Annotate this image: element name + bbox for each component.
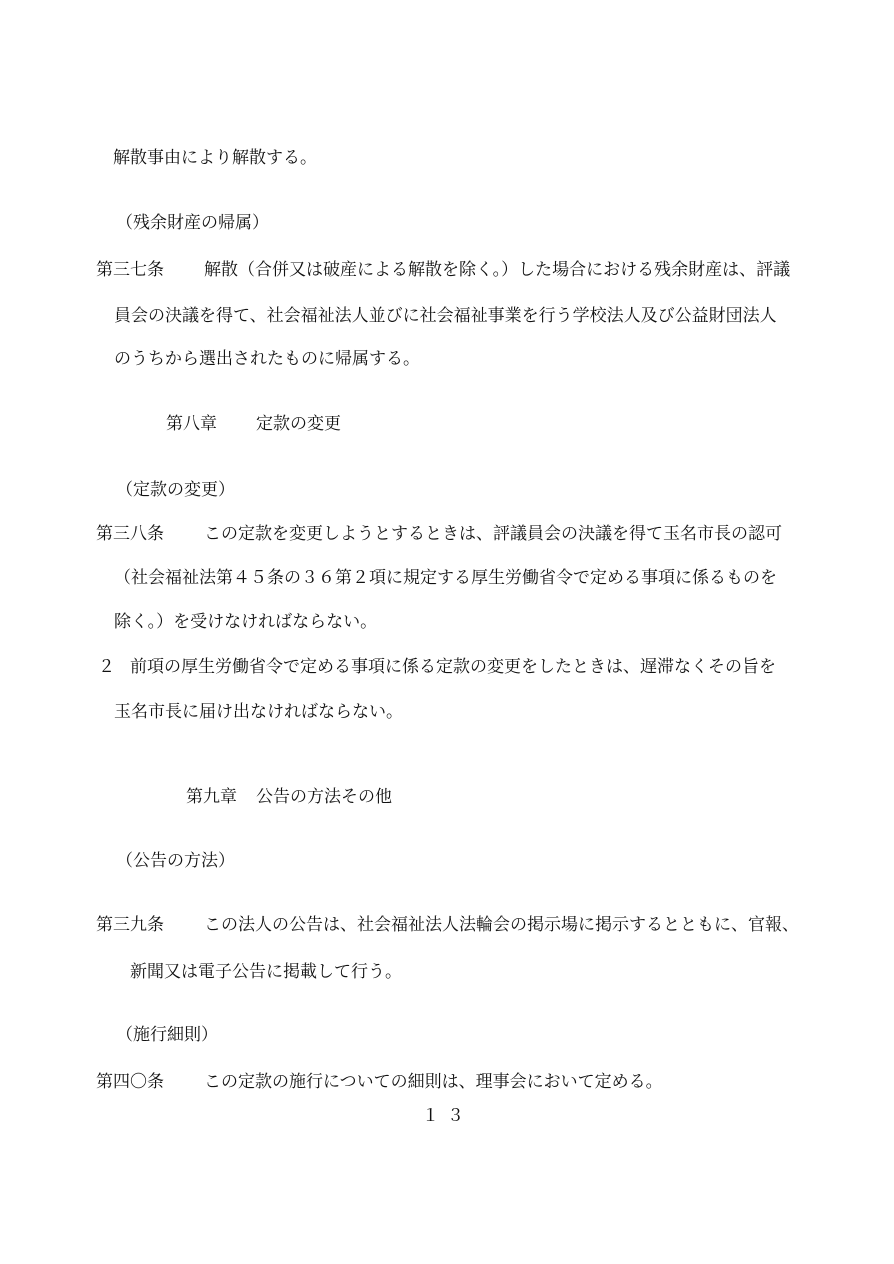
continued-text: 解散事由により解散する。 (113, 148, 317, 168)
page-number: １３ (422, 1106, 472, 1126)
article-38-paragraph-2-number: ２ (98, 657, 115, 677)
article-37-text-line-3: のうちから選出されたものに帰属する。 (114, 349, 420, 369)
chapter-8-title: 定款の変更 (256, 414, 341, 434)
article-38-heading: （定款の変更） (116, 480, 235, 500)
article-37-text-line-2: 員会の決議を得て、社会福祉法人並びに社会福祉事業を行う学校法人及び公益財団法人 (114, 306, 777, 326)
article-40-heading: （施行細則） (116, 1025, 218, 1045)
article-38-text-line-1: この定款を変更しようとするときは、評議員会の決議を得て玉名市長の認可 (204, 524, 782, 544)
article-38-number: 第三八条 (96, 524, 164, 544)
article-39-text-line-2: 新聞又は電子公告に掲載して行う。 (130, 962, 402, 982)
article-37-number: 第三七条 (96, 260, 164, 280)
chapter-9-number: 第九章 (186, 787, 237, 807)
article-38-paragraph-2-line-1: 前項の厚生労働省令で定める事項に係る定款の変更をしたときは、遅滞なくその旨を (130, 657, 776, 677)
article-39-number: 第三九条 (96, 915, 164, 935)
article-38-text-line-2: （社会福祉法第４５条の３６第２項に規定する厚生労働省令で定める事項に係るものを (114, 568, 777, 588)
article-38-text-line-3: 除く。）を受けなければならない。 (114, 612, 378, 632)
article-38-paragraph-2-line-2: 玉名市長に届け出なければならない。 (114, 702, 403, 722)
article-39-heading: （公告の方法） (116, 851, 235, 871)
article-39-text-line-1: この法人の公告は、社会福祉法人法輪会の掲示場に掲示するとともに、官報、 (204, 915, 799, 935)
article-37-heading: （残余財産の帰属） (116, 213, 269, 233)
article-40-number: 第四〇条 (96, 1072, 164, 1092)
chapter-8-number: 第八章 (166, 414, 217, 434)
article-37-text-line-1: 解散（合併又は破産による解散を除く。）した場合における残余財産は、評議 (204, 260, 791, 280)
chapter-9-title: 公告の方法その他 (256, 787, 392, 807)
article-40-text-line-1: この定款の施行についての細則は、理事会において定める。 (204, 1072, 663, 1092)
